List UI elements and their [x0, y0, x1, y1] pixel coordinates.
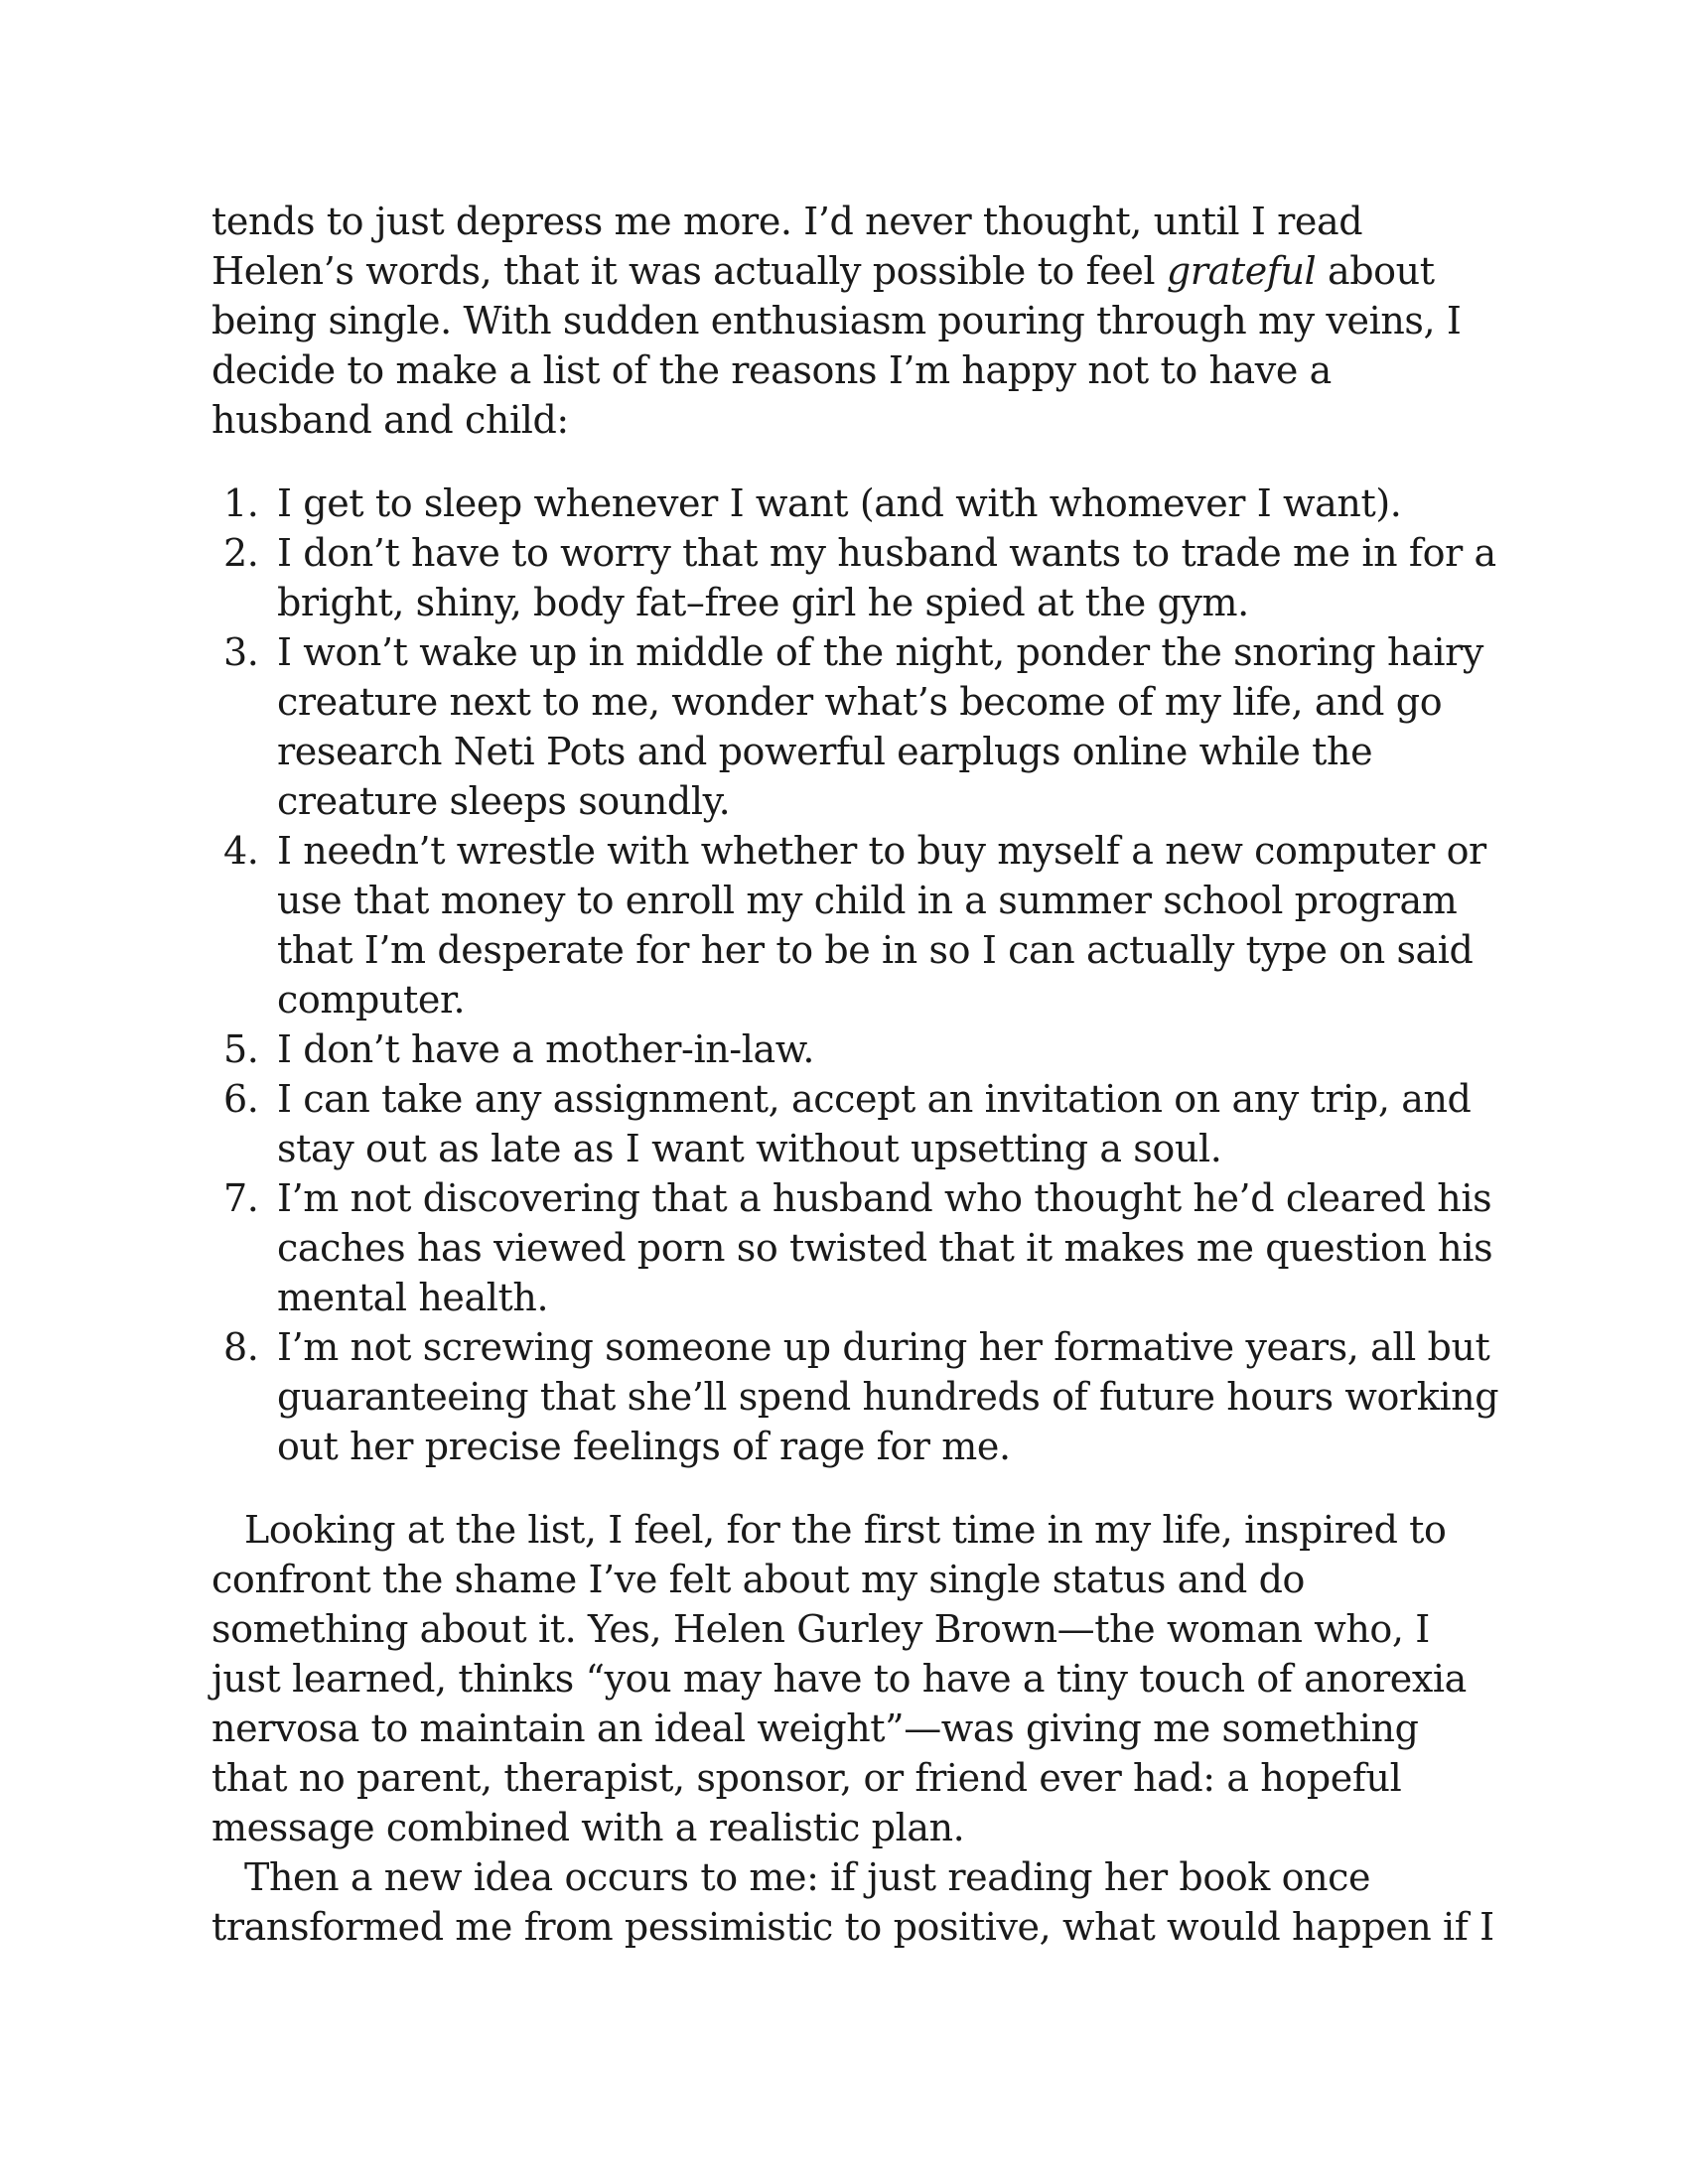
emphasized-word: grateful — [1166, 249, 1317, 293]
list-item-number: 2. — [223, 531, 259, 575]
page-body — [211, 197, 1502, 1952]
list-item — [223, 627, 1502, 826]
list-item-number: 3. — [223, 630, 259, 674]
list-item-number: 6. — [223, 1077, 259, 1121]
paragraph: Then a new idea occurs to me: if just reading her book once transformed me from pessimistic to positive, what would happen if I — [211, 1855, 1494, 1949]
list-item-number: 5. — [223, 1027, 259, 1071]
list-item — [223, 826, 1502, 1024]
list-item-text: I don’t have a mother-in-law. — [277, 1027, 815, 1071]
list-item-text: I don’t have to worry that my husband wants to trade me in for a bright, shiny, body fat–free girl he spied at the gym. — [277, 531, 1496, 624]
list-item-text: I needn’t wrestle with whether to buy myself a new computer or use that money to enroll my child in a summer school program that I’m desperate for her to be in so I can actually type on said computer. — [277, 829, 1486, 1022]
list-item — [223, 528, 1502, 627]
list-item — [223, 478, 1502, 528]
list-item-text: I can take any assignment, accept an invitation on any trip, and stay out as late as I want without upsetting a soul. — [277, 1077, 1472, 1170]
paragraph: Looking at the list, I feel, for the first time in my life, inspired to confront the shame I’ve felt about my single status and do something about it. Yes, Helen Gurley Brown—the woman who, I just learned, thinks “you may have to have a tiny touch of anorexia nervosa to maintain an ideal weight”—was giving me something that no parent, therapist, sponsor, or friend ever had: a hopeful message combined with a realistic plan. — [211, 1508, 1467, 1849]
list-item-text: I’m not discovering that a husband who thought he’d cleared his caches has viewed porn so twisted that it makes me question his mental health. — [277, 1176, 1493, 1319]
paragraph-text-before-emphasis: tends to just depress me more. I’d never thought, until I read Helen’s words, that it was actually possible to feel — [211, 200, 1363, 293]
list-item-number: 7. — [223, 1176, 259, 1220]
list-item — [223, 1074, 1502, 1173]
list-item — [223, 1024, 1502, 1074]
list-item-number: 1. — [223, 481, 259, 525]
list-item — [223, 1173, 1502, 1322]
list-item — [223, 1322, 1502, 1471]
paragraph-continuation — [211, 197, 1502, 445]
list-item-number: 8. — [223, 1325, 259, 1369]
list-item-text: I get to sleep whenever I want (and with whomever I want). — [277, 481, 1402, 525]
paragraph-text-after-emphasis: about being single. With sudden enthusiasm pouring through my veins, I decide to make a list of the reasons I’m happy not to have a husband and child: — [211, 249, 1462, 442]
list-item-text: I’m not screwing someone up during her formative years, all but guaranteeing that she’ll spend hundreds of future hours working out her precise feelings of rage for me. — [277, 1325, 1499, 1468]
list-item-number: 4. — [223, 829, 259, 873]
list-item-text: I won’t wake up in middle of the night, ponder the snoring hairy creature next to me, wonder what’s become of my life, and go research Neti Pots and powerful earplugs online while the creature sleeps soundly. — [277, 630, 1483, 823]
reasons-list — [211, 478, 1502, 1471]
